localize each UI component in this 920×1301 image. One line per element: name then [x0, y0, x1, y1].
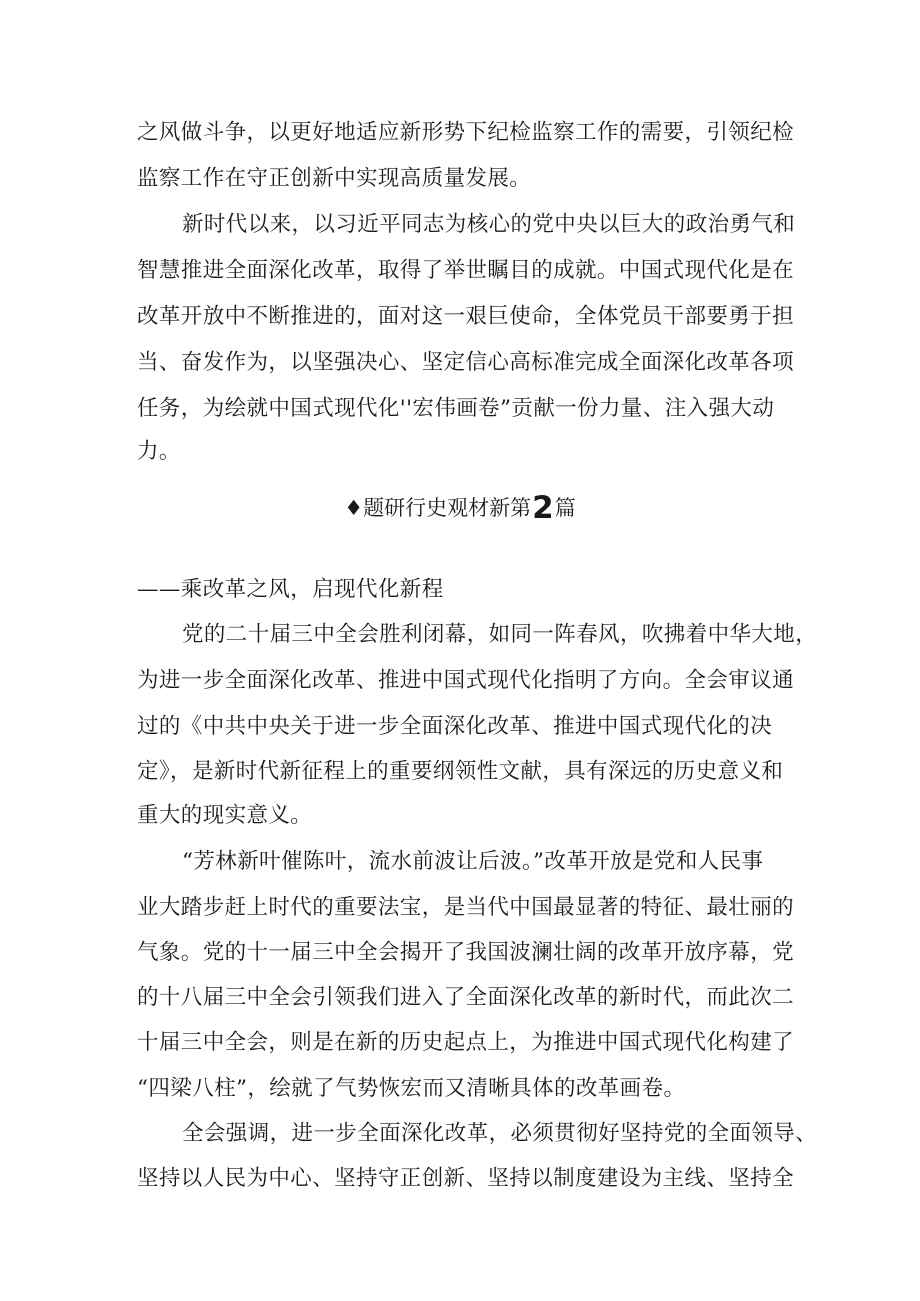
subtitle: ——乘改革之风，启现代化新程 [137, 577, 444, 602]
paragraph-5-line-1: 全会强调，进一步全面深化改革，必须贯彻好坚持党的全面领导、 [182, 1121, 818, 1146]
paragraph-3-line-5: 重大的现实意义。 [137, 803, 313, 828]
paragraph-1-line-2: 监察工作在守正创新中实现高质量发展。 [137, 166, 532, 191]
section-heading-number: 2 [532, 490, 554, 526]
paragraph-4-line-5: 十届三中全会，则是在新的历史起点上，为推进中国式现代化构建了 [137, 1030, 795, 1055]
paragraph-5-line-2: 坚持以人民为中心、坚持守正创新、坚持以制度建设为主线、坚持全 [137, 1166, 795, 1191]
paragraph-3-line-3: 过的《中共中央关于进一步全面深化改革、推进中国式现代化的决 [137, 714, 773, 739]
paragraph-4-line-4: 的十八届三中全会引领我们进入了全面深化改革的新时代，而此次二 [137, 985, 795, 1010]
paragraph-2-line-1: 新时代以来，以习近平同志为核心的党中央以巨大的政治勇气和 [182, 212, 796, 237]
paragraph-4-line-3: 气象。党的十一届三中全会揭开了我国波澜壮阔的改革开放序幕，党 [137, 940, 795, 965]
paragraph-3-line-4: 定》，是新时代新征程上的重要纲领性文献，具有深远的历史意义和 [137, 759, 784, 784]
paragraph-2-line-5: 任务，为绘就中国式现代化''宏伟画卷”贡献一份力量、注入强大动 [137, 396, 775, 421]
paragraph-3-line-1: 党的二十届三中全会胜利闭幕，如同一阵春风，吹拂着中华大地， [182, 622, 818, 647]
section-heading-prefix: ♦题研行史观材新第 [344, 496, 532, 520]
paragraph-4-line-2: 业大踏步赶上时代的重要法宝，是当代中国最显著的特征、最壮丽的 [137, 895, 795, 920]
section-heading [0, 488, 920, 528]
paragraph-3-line-2: 为进一步全面深化改革、推进中国式现代化指明了方向。全会审议通 [137, 668, 795, 693]
section-heading-suffix: 篇 [554, 496, 576, 520]
paragraph-2-line-2: 智慧推进全面深化改革，取得了举世瞩目的成就。中国式现代化是在 [137, 258, 795, 283]
paragraph-4-line-6: “四梁八柱”，绘就了气势恢宏而又清晰具体的改革画卷。 [137, 1076, 686, 1101]
paragraph-1-line-1: 之风做斗争，以更好地适应新形势下纪检监察工作的需要，引领纪检 [137, 120, 795, 145]
paragraph-4-line-1: “芳林新叶催陈叶，流水前波让后波。”改革开放是党和人民事 [182, 849, 764, 874]
paragraph-2-line-6: 力。 [137, 439, 181, 464]
paragraph-2-line-3: 改革开放中不断推进的，面对这一艰巨使命，全体党员干部要勇于担 [137, 304, 795, 329]
paragraph-2-line-4: 当、奋发作为，以坚强决心、坚定信心高标准完成全面深化改革各项 [137, 350, 795, 375]
